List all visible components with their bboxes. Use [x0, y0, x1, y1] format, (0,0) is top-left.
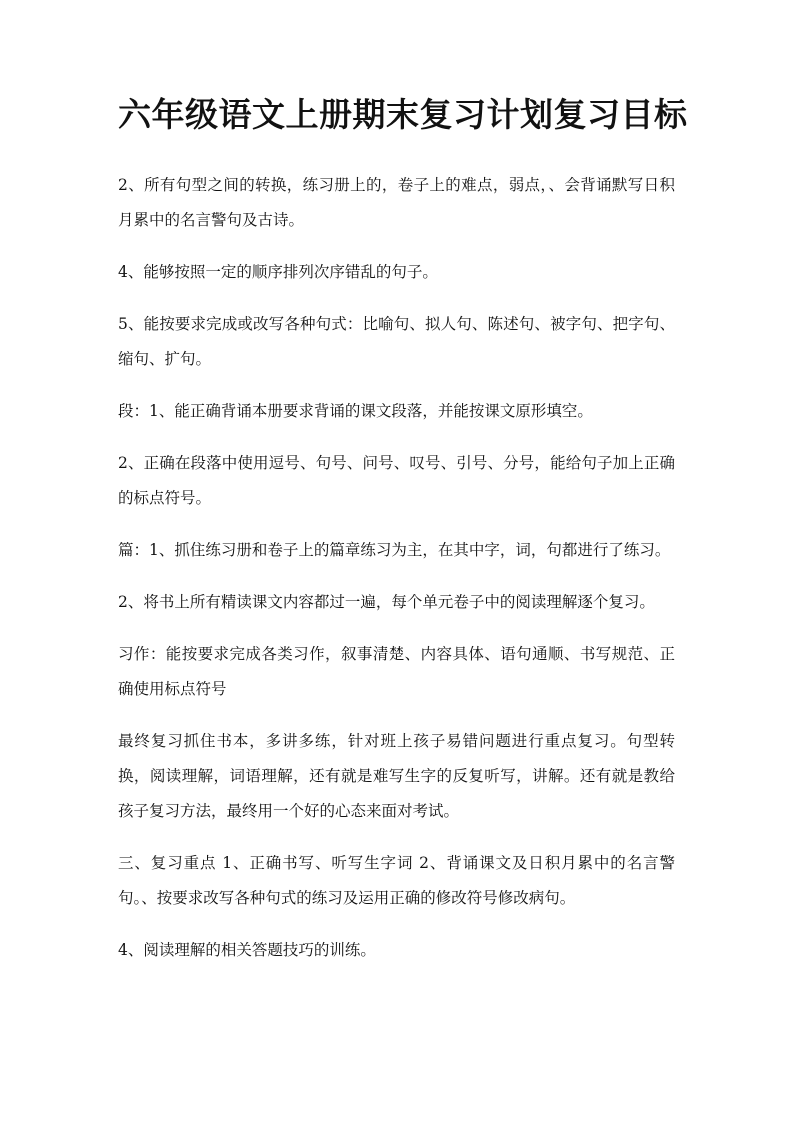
- paragraph-section-recitation: 段：1、能正确背诵本册要求背诵的课文段落，并能按课文原形填空。: [118, 402, 593, 420]
- paragraph-sentence-conversion: 2、所有句型之间的转换，练习册上的，卷子上的难点，弱点，、会背诵默写日积月累中的名言警句及古诗。: [118, 176, 675, 229]
- paragraph-sentence-order: 4、能够按照一定的顺序排列次序错乱的句子。: [118, 263, 438, 281]
- document-title: 六年级语文上册期末复习计划复习目标: [118, 95, 688, 134]
- paragraph-sentence-patterns: 5、能按要求完成或改写各种句式：比喻句、拟人句、陈述句、被字句、把字句、缩句、扩句。: [118, 315, 675, 368]
- paragraph-chapter-practice: 篇：1、抓住练习册和卷子上的篇章练习为主，在其中字，词，句都进行了练习。: [118, 541, 671, 559]
- paragraph-final-review: 最终复习抓住书本，多讲多练，针对班上孩子易错问题进行重点复习。句型转换，阅读理解，词语理解，还有就是难写生字的反复听写，讲解。还有就是教给孩子复习方法，最终用一个好的心态来面对考试。: [118, 732, 675, 820]
- paragraph-punctuation: 2、正确在段落中使用逗号、句号、问号、叹号、引号、分号，能给句子加上正确的标点符号。: [118, 454, 675, 507]
- paragraph-review-focus: 三、复习重点 1、正确书写、听写生字词 2、背诵课文及日积月累中的名言警句。、按要求改写各种句式的练习及运用正确的修改符号修改病句。: [118, 854, 675, 907]
- paragraph-reading-skills: 4、阅读理解的相关答题技巧的训练。: [118, 941, 376, 959]
- paragraph-writing: 习作：能按要求完成各类习作，叙事清楚、内容具体、语句通顺、书写规范、正确使用标点符号: [118, 645, 675, 698]
- paragraph-reading-review: 2、将书上所有精读课文内容都过一遍，每个单元卷子中的阅读理解逐个复习。: [118, 593, 655, 611]
